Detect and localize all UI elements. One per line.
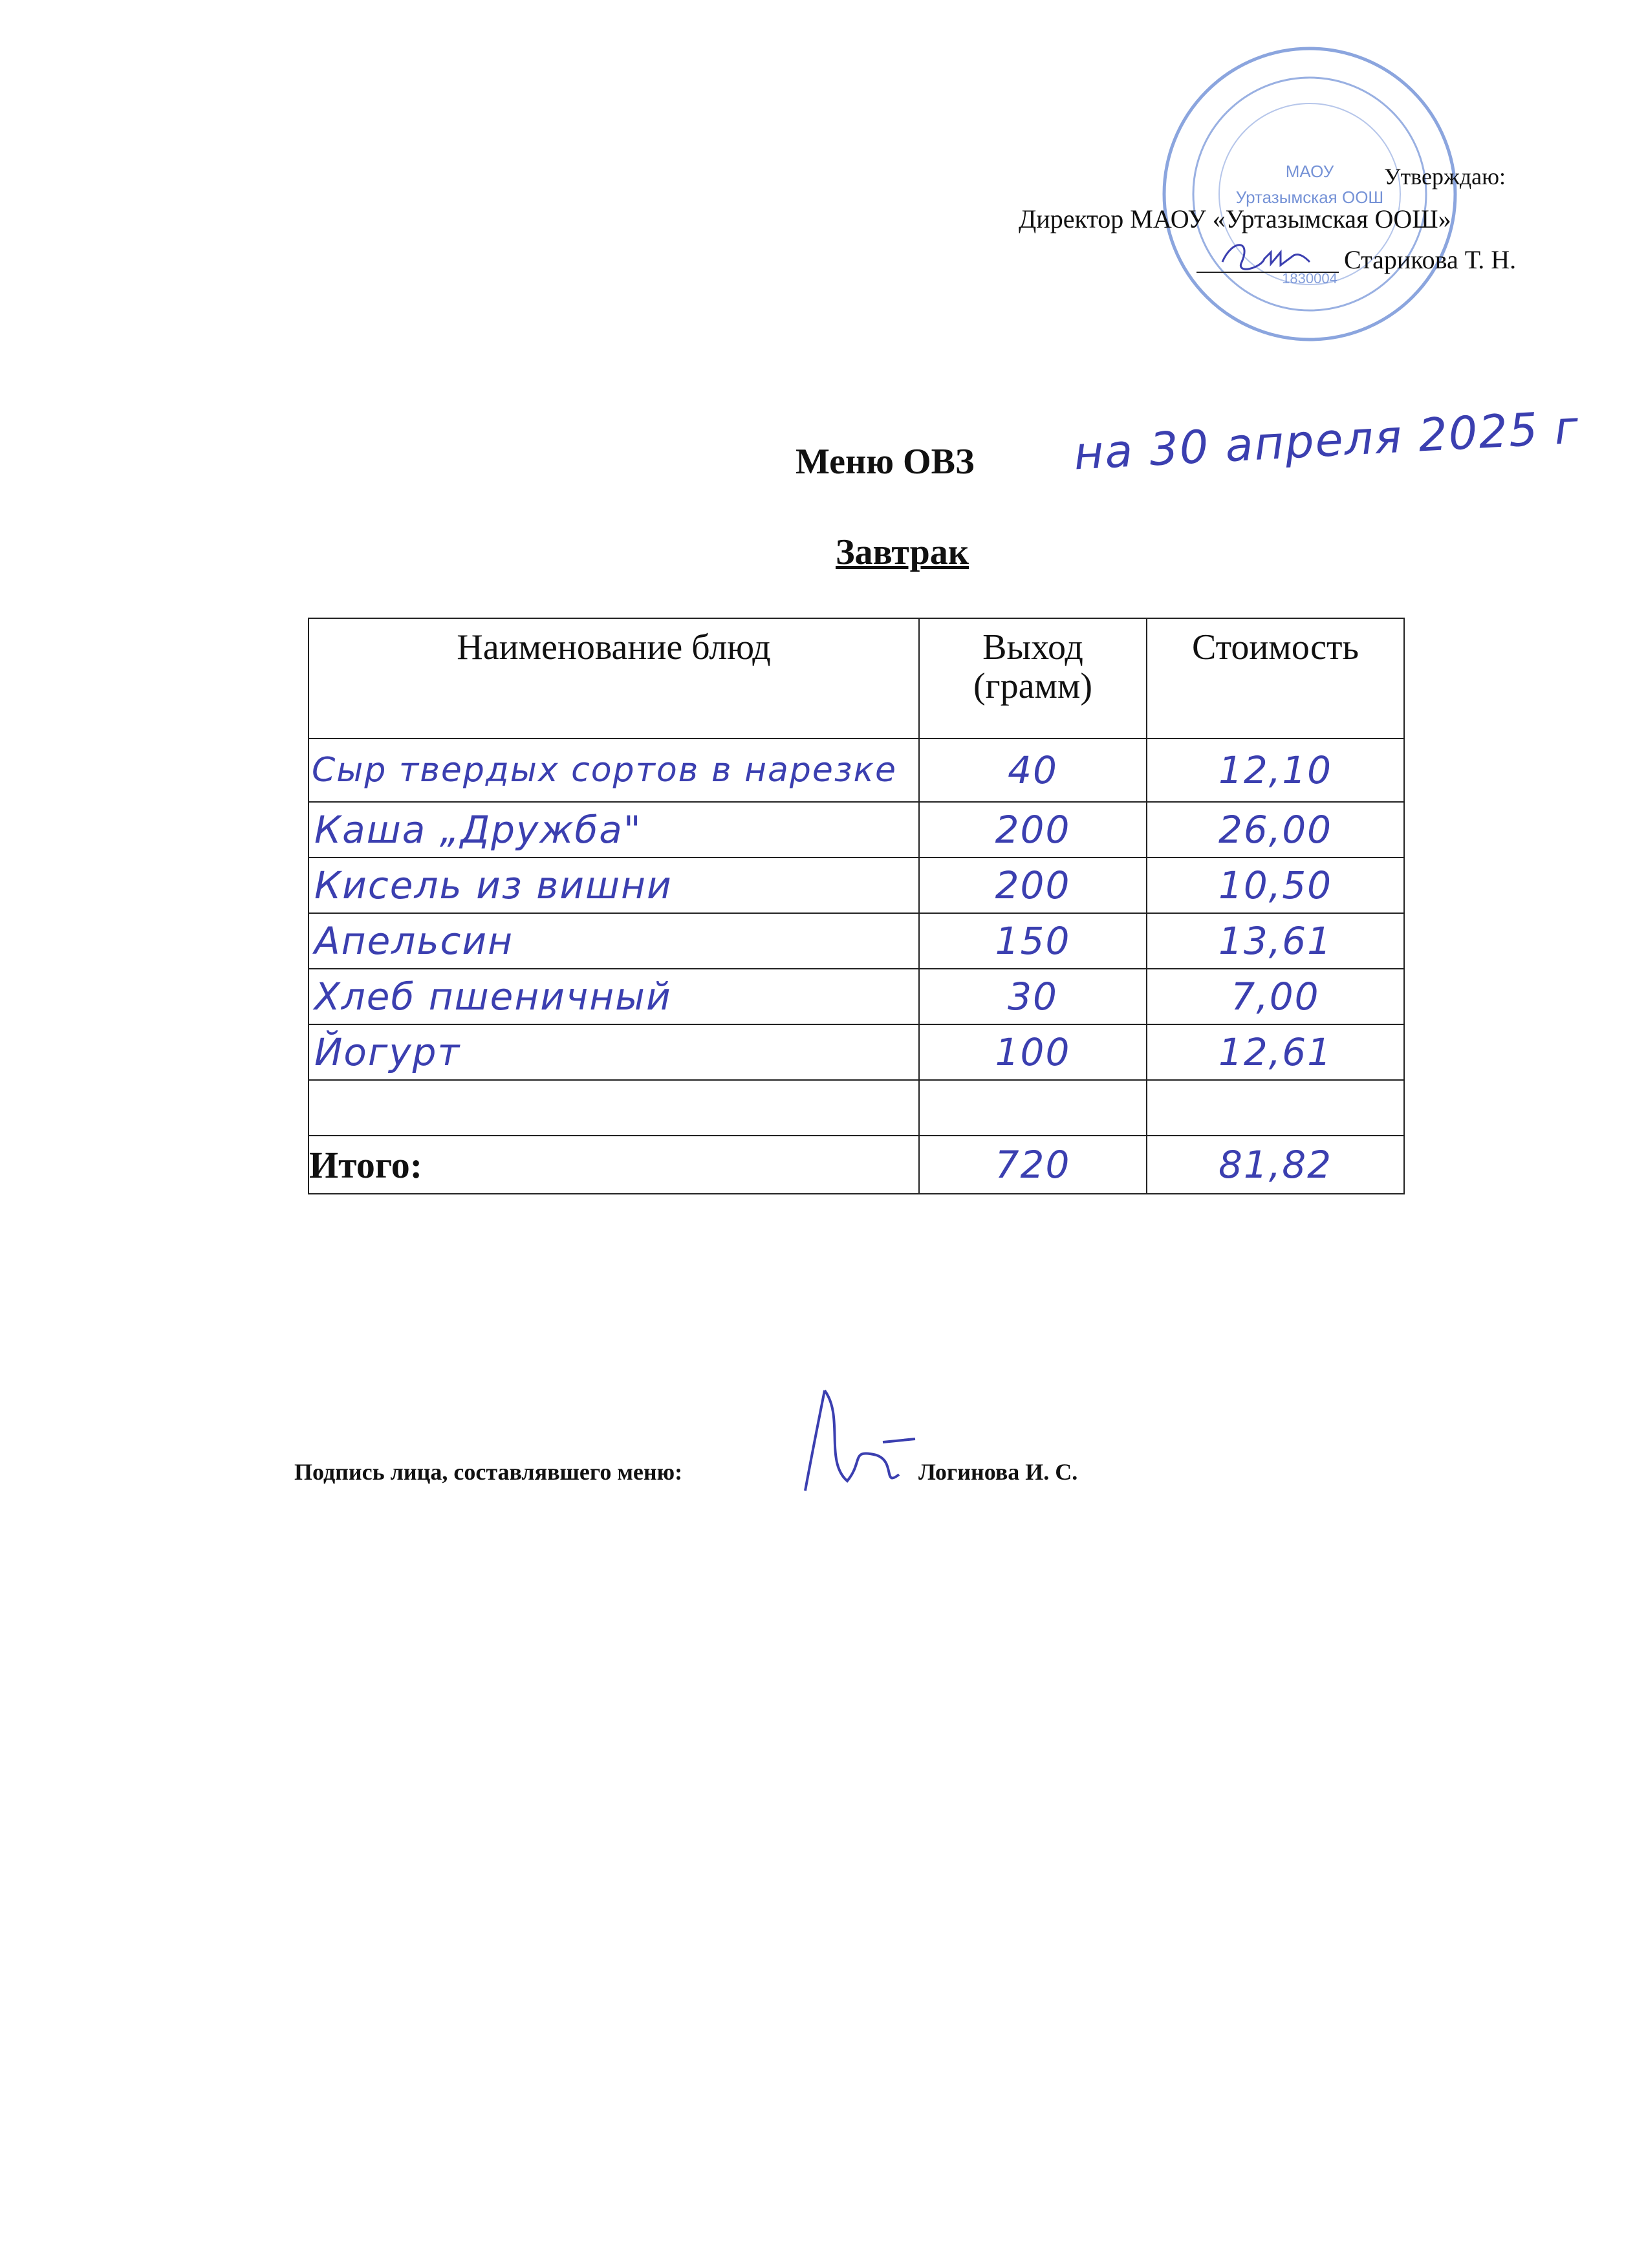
table-row-empty (309, 1080, 1404, 1136)
header-cost: Стоимость (1147, 618, 1404, 739)
dish-cost: 7,00 (1147, 969, 1404, 1024)
dish-cost: 10,50 (1147, 858, 1404, 913)
dish-cost: 26,00 (1147, 802, 1404, 858)
dish-yield: 30 (919, 969, 1147, 1024)
stamp-line-1: МАОУ (1285, 162, 1334, 181)
dish-name (309, 1080, 919, 1136)
dish-name: Апельсин (309, 913, 919, 969)
table-row (309, 858, 1404, 913)
table-header-row (309, 618, 1404, 739)
stamp-line-3: 1830004 (1282, 270, 1337, 286)
dish-yield: 150 (919, 913, 1147, 969)
dish-cost (1147, 1080, 1404, 1136)
dish-yield: 200 (919, 802, 1147, 858)
table-row (309, 739, 1404, 802)
stamp-line-2: Уртазымская ООШ (1235, 188, 1384, 207)
approval-director: Директор МАОУ «Уртазымская ООШ» (1019, 204, 1451, 233)
dish-name: Кисель из вишни (309, 858, 919, 913)
header-yield: Выход (грамм) (919, 618, 1147, 739)
title-date-handwritten: на 30 апреля 2025 г (1072, 400, 1581, 481)
dish-name: Хлеб пшеничный (309, 969, 919, 1024)
table-total-row (309, 1136, 1404, 1194)
menu-table (308, 618, 1405, 1194)
page-title: Меню ОВЗ (796, 442, 975, 482)
compiler-signature (786, 1377, 935, 1497)
dish-cost: 12,10 (1147, 739, 1404, 802)
header-name: Наименование блюд (309, 618, 919, 739)
total-label: Итого: (309, 1136, 919, 1194)
dish-yield: 100 (919, 1024, 1147, 1080)
meal-subtitle: Завтрак (836, 532, 969, 572)
table-row (309, 1024, 1404, 1080)
dish-name: Йогурт (309, 1024, 919, 1080)
total-yield: 720 (919, 1136, 1147, 1194)
table-row (309, 913, 1404, 969)
dish-cost: 12,61 (1147, 1024, 1404, 1080)
dish-yield: 200 (919, 858, 1147, 913)
footer-signature-label: Подпись лица, составлявшего меню: (294, 1459, 683, 1485)
approval-name: Старикова Т. Н. (1344, 245, 1517, 274)
dish-name: Сыр твердых сортов в нарезке (309, 739, 919, 802)
dish-yield: 40 (919, 739, 1147, 802)
table-row (309, 969, 1404, 1024)
dish-yield (919, 1080, 1147, 1136)
dish-cost: 13,61 (1147, 913, 1404, 969)
table-row (309, 802, 1404, 858)
director-signature (1216, 233, 1313, 278)
dish-name: Каша „Дружба" (309, 802, 919, 858)
total-cost: 81,82 (1147, 1136, 1404, 1194)
footer-compiler-name: Логинова И. С. (918, 1459, 1078, 1485)
approval-label: Утверждаю: (1384, 164, 1506, 189)
